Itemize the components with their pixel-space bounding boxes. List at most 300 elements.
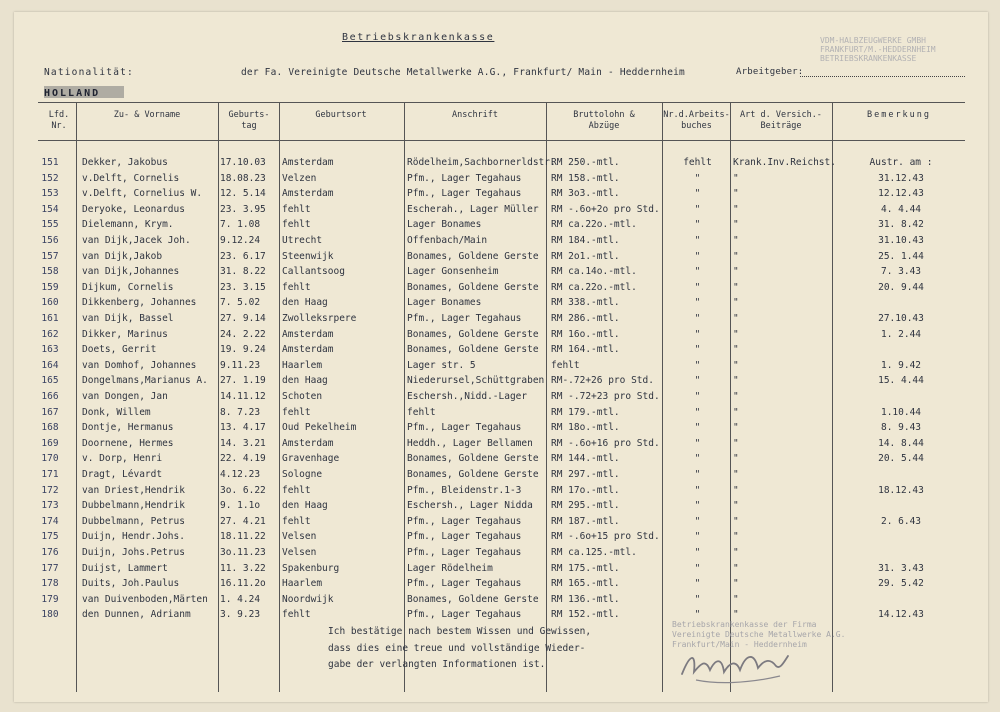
row-workbook-nr: "	[694, 562, 701, 574]
row-number: 151	[41, 157, 59, 168]
row-insurance: "	[733, 266, 739, 278]
row-birthplace: Noordwijk	[282, 593, 334, 605]
row-birthplace: fehlt	[282, 406, 311, 418]
row-name: van Domhof, Johannes	[82, 359, 197, 371]
row-birthdate: 3o. 6.22	[220, 484, 266, 496]
row-workbook-nr: "	[694, 266, 701, 278]
declaration	[328, 624, 591, 674]
row-address: Offenbach/Main	[407, 235, 488, 246]
row-number: 157	[41, 250, 59, 262]
row-birthplace: Velzen	[282, 172, 317, 184]
row-birthplace: Amsterdam	[282, 344, 334, 356]
row-wage: RM 2o1.-mtl.	[551, 250, 620, 262]
row-number: 162	[41, 328, 59, 340]
header-line: Anschrift	[451, 110, 499, 120]
row-workbook-nr: "	[694, 313, 701, 324]
row-remark: 20. 9.44	[878, 281, 924, 293]
row-birthdate: 22. 4.19	[220, 453, 266, 465]
table-row	[0, 297, 1000, 313]
row-name: Dielemann, Krym.	[82, 219, 174, 231]
row-number: 170	[41, 453, 59, 465]
row-address: Bonames, Goldene Gerste	[407, 250, 539, 262]
table-row	[0, 531, 1000, 547]
row-address: Bonames, Goldene Gerste	[407, 593, 539, 605]
row-address: Pfm., Lager Tegahaus	[407, 188, 522, 200]
row-address: Bonames, Goldene Gerste	[407, 469, 539, 480]
row-name: Doets, Gerrit	[82, 344, 157, 356]
row-wage: RM 179.-mtl.	[551, 406, 620, 418]
row-birthplace: Gravenhage	[282, 453, 340, 465]
row-workbook-nr: "	[694, 391, 701, 402]
table-row	[0, 266, 1000, 282]
row-name: v. Dorp, Henri	[82, 453, 163, 465]
header-line: buches	[681, 121, 712, 131]
row-wage: RM 297.-mtl.	[551, 469, 620, 480]
row-workbook-nr: "	[694, 188, 701, 200]
table-row	[0, 204, 1000, 220]
row-insurance: "	[733, 422, 739, 434]
row-name: v.Delft, Cornelis	[82, 172, 180, 184]
row-workbook-nr: "	[694, 203, 701, 215]
row-remark: 31. 3.43	[878, 562, 924, 574]
row-address: Pfm., Lager Tegahaus	[407, 172, 522, 184]
row-address: Pfm., Lager Tegahaus	[407, 531, 522, 543]
row-number: 158	[41, 266, 59, 278]
table-row	[0, 360, 1000, 376]
row-number: 159	[41, 281, 59, 293]
row-name: van Dijk,Jakob	[82, 250, 163, 262]
row-name: Dikker, Marinus	[82, 328, 168, 340]
row-name: Duijn, Johs.Petrus	[82, 547, 185, 558]
row-insurance: "	[733, 235, 739, 246]
row-wage: RM 165.-mtl.	[551, 578, 620, 590]
row-address: Pfm., Lager Tegahaus	[407, 578, 522, 590]
row-birthdate: 8. 7.23	[220, 406, 261, 418]
row-wage: RM ca.14o.-mtl.	[551, 266, 637, 278]
table-row	[0, 157, 1000, 173]
row-remark: 25. 1.44	[878, 250, 924, 262]
row-address: Pfm., Bleidenstr.1-3	[407, 484, 522, 496]
row-name: Dekker, Jakobus	[82, 157, 168, 168]
row-wage: RM 16o.-mtl.	[551, 328, 620, 340]
row-wage: RM 152.-mtl.	[551, 609, 620, 621]
table-row	[0, 516, 1000, 532]
row-number: 174	[41, 515, 59, 527]
row-remark: 14.12.43	[878, 609, 924, 621]
row-workbook-nr: "	[694, 297, 701, 309]
row-birthdate: 18.08.23	[220, 172, 266, 184]
row-birthdate: 7. 1.08	[220, 219, 261, 231]
table-row	[0, 407, 1000, 423]
header-insurance	[731, 110, 831, 132]
row-birthplace: Amsterdam	[282, 328, 334, 340]
row-name: Duijst, Lammert	[82, 562, 168, 574]
table-row	[0, 469, 1000, 485]
row-birthdate: 17.10.03	[220, 157, 266, 168]
header-line: Nr.	[51, 121, 67, 131]
row-birthplace: fehlt	[282, 609, 311, 621]
row-workbook-nr: "	[694, 219, 701, 231]
row-workbook-nr: "	[694, 578, 701, 590]
row-remark: 8. 9.43	[880, 422, 922, 434]
row-wage: RM 295.-mtl.	[551, 500, 620, 512]
row-remark: 14. 8.44	[878, 437, 924, 449]
header-address	[406, 110, 544, 121]
stamp-line: VDM-HALBZEUGWERKE GMBH	[820, 36, 926, 45]
row-name: Dijkum, Cornelis	[82, 281, 174, 293]
row-workbook-nr: "	[694, 328, 701, 340]
row-insurance: "	[733, 219, 739, 231]
header-line: Zu- & Vorname	[113, 110, 181, 120]
row-wage: RM -.72+23 pro Std.	[551, 391, 660, 402]
row-wage: RM 136.-mtl.	[551, 593, 620, 605]
header-line: Nr.d.Arbeits-	[663, 110, 730, 120]
table-row	[0, 329, 1000, 345]
row-remark: 20. 5.44	[878, 453, 924, 465]
row-wage: RM 158.-mtl.	[551, 172, 620, 184]
row-remark: 12.12.43	[878, 188, 924, 200]
row-address: fehlt	[407, 406, 436, 418]
row-wage: RM -.6o+15 pro Std.	[551, 531, 660, 543]
row-birthdate: 9. 1.1o	[220, 500, 261, 512]
declaration-line: dass dies eine treue und vollständige Wieder-	[328, 642, 586, 654]
row-name: Dubbelmann, Petrus	[82, 515, 185, 527]
row-wage: RM 144.-mtl.	[551, 453, 620, 465]
row-wage: RM ca.22o.-mtl.	[551, 281, 637, 293]
row-number: 178	[41, 578, 59, 590]
table-row	[0, 173, 1000, 189]
row-remark: 7. 3.43	[880, 266, 922, 278]
row-birthdate: 23. 3.15	[220, 281, 266, 293]
row-birthplace: fehlt	[282, 203, 311, 215]
table-row	[0, 453, 1000, 469]
row-insurance: "	[733, 359, 739, 371]
row-insurance: "	[733, 344, 739, 356]
row-birthplace: Callantsoog	[282, 266, 345, 278]
row-number: 164	[41, 359, 59, 371]
row-workbook-nr: "	[694, 531, 701, 543]
row-wage: RM ca.22o.-mtl.	[551, 219, 637, 231]
row-workbook-nr: "	[694, 281, 701, 293]
row-address: Pfm., Lager Tegahaus	[407, 422, 522, 434]
header-line: Art d. Versich.-	[740, 110, 822, 120]
row-remark: 18.12.43	[878, 484, 924, 496]
row-name: Dubbelmann,Hendrik	[82, 500, 185, 512]
table-row	[0, 282, 1000, 298]
row-remark: 31.12.43	[878, 172, 924, 184]
row-insurance: "	[733, 328, 739, 340]
row-address: Eschersh.,Nidd.-Lager	[407, 391, 528, 402]
row-wage: RM ca.125.-mtl.	[551, 547, 637, 558]
row-birthdate: 18.11.22	[220, 531, 266, 543]
header-birthdate	[220, 110, 278, 132]
row-insurance: Krank.Inv.Reichst.	[733, 157, 836, 168]
row-address: Bonames, Goldene Gerste	[407, 344, 539, 356]
row-number: 160	[41, 297, 59, 309]
row-birthplace: Amsterdam	[282, 157, 334, 168]
row-insurance: "	[733, 203, 739, 215]
row-name: Dragt, Lévardt	[82, 469, 163, 480]
row-address: Pfm., Lager Tegahaus	[407, 515, 522, 527]
row-number: 171	[41, 469, 59, 480]
row-number: 152	[41, 172, 59, 184]
row-birthplace: den Haag	[282, 500, 328, 512]
row-birthdate: 27. 4.21	[220, 515, 266, 527]
row-insurance: "	[733, 375, 739, 387]
row-birthdate: 7. 5.02	[220, 297, 261, 309]
row-birthdate: 3o.11.23	[220, 547, 266, 558]
row-address: Lager Bonames	[407, 297, 482, 309]
row-wage: RM 175.-mtl.	[551, 562, 620, 574]
row-birthdate: 24. 2.22	[220, 328, 266, 340]
row-workbook-nr: "	[694, 609, 701, 621]
row-wage: RM -.6o+2o pro Std.	[551, 203, 660, 215]
header-birthplace	[281, 110, 401, 121]
row-address: Heddh., Lager Bellamen	[407, 437, 533, 449]
header-line: Beiträge	[760, 121, 802, 131]
firm-name: der Fa. Vereinigte Deutsche Metallwerke A.G., Frankfurt/ Main - Heddernheim	[241, 67, 685, 78]
row-workbook-nr: "	[694, 500, 701, 512]
stamp-line: FRANKFURT/M.-HEDDERNHEIM	[820, 45, 936, 54]
row-name: Deryoke, Leonardus	[82, 203, 185, 215]
row-birthdate: 27. 1.19	[220, 375, 266, 387]
row-name: Duits, Joh.Paulus	[82, 578, 180, 590]
row-workbook-nr: "	[694, 593, 701, 605]
row-birthdate: 27. 9.14	[220, 313, 266, 324]
row-wage: RM -.6o+16 pro Std.	[551, 437, 660, 449]
row-name: van Dijk,Johannes	[82, 266, 180, 278]
table-row	[0, 375, 1000, 391]
row-birthdate: 12. 5.14	[220, 188, 266, 200]
row-remark: 1. 2.44	[880, 328, 922, 340]
row-remark: 1. 9.42	[880, 359, 922, 371]
row-address: Bonames, Goldene Gerste	[407, 281, 539, 293]
row-wage: RM 250.-mtl.	[551, 157, 620, 168]
row-wage: RM 286.-mtl.	[551, 313, 620, 324]
row-remark: Austr. am :	[869, 157, 933, 168]
row-name: van Driest,Hendrik	[82, 484, 185, 496]
table-row	[0, 547, 1000, 563]
row-birthplace: fehlt	[282, 219, 311, 231]
row-birthplace: fehlt	[282, 515, 311, 527]
row-name: Dikkenberg, Johannes	[82, 297, 197, 309]
declaration-line: gabe der verlangten Informationen ist.	[328, 659, 546, 670]
row-birthdate: 9.11.23	[220, 359, 261, 371]
row-birthplace: Sologne	[282, 469, 323, 480]
table-row	[0, 438, 1000, 454]
row-name: van Duivenboden,Märten	[82, 593, 208, 605]
row-remark: 31.10.43	[878, 235, 924, 246]
nationality-value: HOLLAND	[44, 88, 101, 99]
row-name: van Dijk, Bassel	[82, 313, 174, 324]
row-birthdate: 1. 4.24	[220, 593, 261, 605]
row-number: 177	[41, 562, 59, 574]
row-insurance: "	[733, 281, 739, 293]
row-birthdate: 9.12.24	[220, 235, 261, 246]
header-line: Lfd.	[48, 110, 70, 120]
row-address: Bonames, Goldene Gerste	[407, 328, 539, 340]
row-number: 179	[41, 593, 59, 605]
row-remark: 27.10.43	[878, 313, 924, 324]
row-workbook-nr: "	[694, 375, 701, 387]
row-insurance: "	[733, 484, 739, 496]
row-workbook-nr: "	[694, 437, 701, 449]
table-row	[0, 609, 1000, 625]
header-workbook-nr	[663, 110, 730, 132]
row-birthplace: fehlt	[282, 281, 311, 293]
row-birthplace: Utrecht	[282, 235, 323, 246]
header-line: Bruttolohn &	[573, 110, 635, 120]
row-workbook-nr: "	[694, 422, 701, 434]
row-number: 153	[41, 188, 59, 200]
row-name: Dontje, Hermanus	[82, 422, 174, 434]
row-number: 161	[41, 313, 59, 324]
row-insurance: "	[733, 578, 739, 590]
declaration-line: Ich bestätige nach bestem Wissen und Gewissen,	[328, 626, 592, 637]
row-insurance: "	[733, 531, 739, 543]
header-line: tag	[241, 121, 257, 131]
row-name: Duijn, Hendr.Johs.	[82, 531, 185, 543]
row-number: 165	[41, 375, 59, 387]
row-number: 156	[41, 235, 59, 246]
header-nr	[44, 110, 74, 132]
row-name: den Dunnen, Adrianm	[82, 609, 191, 621]
table-row	[0, 391, 1000, 407]
table-row	[0, 500, 1000, 516]
row-insurance: "	[733, 562, 739, 574]
row-birthplace: Haarlem	[282, 578, 323, 590]
stamp-line: Frankfurt/Main - Heddernheim	[672, 640, 807, 649]
handwritten-signature	[676, 640, 796, 690]
row-wage: RM 18o.-mtl.	[551, 422, 620, 434]
row-address: Niederursel,Schüttgraben	[407, 375, 545, 387]
row-workbook-nr: "	[694, 515, 701, 527]
row-insurance: "	[733, 547, 739, 558]
company-stamp-top	[820, 36, 936, 63]
table-row	[0, 485, 1000, 501]
row-wage: RM 164.-mtl.	[551, 344, 620, 356]
row-wage: RM 338.-mtl.	[551, 297, 620, 309]
row-name: Dongelmans,Marianus A.	[82, 375, 208, 387]
row-insurance: "	[733, 406, 739, 418]
row-address: Rödelheim,Sachbornerldstr.	[407, 157, 556, 168]
row-workbook-nr: "	[694, 344, 701, 356]
row-number: 167	[41, 406, 59, 418]
row-number: 155	[41, 219, 59, 231]
row-insurance: "	[733, 515, 739, 527]
table-row	[0, 578, 1000, 594]
row-number: 154	[41, 203, 59, 215]
row-address: Pfm., Lager Tegahaus	[407, 547, 522, 558]
row-workbook-nr: "	[694, 453, 701, 465]
row-insurance: "	[733, 250, 739, 262]
row-insurance: "	[733, 500, 739, 512]
row-birthplace: Velsen	[282, 531, 317, 543]
row-birthdate: 31. 8.22	[220, 266, 266, 278]
row-insurance: "	[733, 593, 739, 605]
row-number: 168	[41, 422, 59, 434]
row-workbook-nr: "	[694, 235, 701, 246]
row-workbook-nr: fehlt	[683, 157, 712, 168]
nationality-label: Nationalität:	[44, 67, 134, 78]
row-name: Donk, Willem	[82, 406, 151, 418]
table-row	[0, 313, 1000, 329]
header-name	[82, 110, 212, 121]
row-address: Lager Bonames	[407, 219, 482, 231]
row-insurance: "	[733, 172, 739, 184]
row-address: Lager str. 5	[407, 359, 476, 371]
row-insurance: "	[733, 188, 739, 200]
table-row	[0, 344, 1000, 360]
row-address: Bonames, Goldene Gerste	[407, 453, 539, 465]
row-birthplace: Schoten	[282, 391, 323, 402]
row-wage: RM-.72+26 pro Std.	[551, 375, 654, 387]
stamp-line: Vereinigte Deutsche Metallwerke A.G.	[672, 630, 846, 639]
row-birthdate: 14.11.12	[220, 391, 266, 402]
table-row	[0, 563, 1000, 579]
row-birthdate: 4.12.23	[220, 469, 261, 480]
row-remark: 1.10.44	[880, 406, 922, 418]
row-wage: RM 187.-mtl.	[551, 515, 620, 527]
row-wage: RM 3o3.-mtl.	[551, 188, 620, 200]
row-birthplace: Amsterdam	[282, 437, 334, 449]
row-wage: RM 17o.-mtl.	[551, 484, 620, 496]
row-name: van Dijk,Jacek Joh.	[82, 235, 191, 246]
row-birthplace: Amsterdam	[282, 188, 334, 200]
row-number: 175	[41, 531, 59, 543]
row-birthplace: Velsen	[282, 547, 317, 558]
row-birthdate: 19. 9.24	[220, 344, 266, 356]
row-number: 169	[41, 437, 59, 449]
row-number: 176	[41, 547, 59, 558]
row-workbook-nr: "	[694, 484, 701, 496]
row-number: 166	[41, 391, 59, 402]
table-row	[0, 219, 1000, 235]
row-workbook-nr: "	[694, 172, 701, 184]
row-name: Doornene, Hermes	[82, 437, 174, 449]
row-insurance: "	[733, 297, 739, 309]
row-birthplace: Steenwijk	[282, 250, 334, 262]
row-workbook-nr: "	[694, 359, 701, 371]
table-row	[0, 235, 1000, 251]
table-row	[0, 422, 1000, 438]
row-number: 172	[41, 484, 59, 496]
row-remark: 29. 5.42	[878, 578, 924, 590]
row-name: v.Delft, Cornelius W.	[82, 188, 203, 200]
row-insurance: "	[733, 453, 739, 465]
header-line: Bemerkung	[866, 110, 932, 120]
row-birthdate: 14. 3.21	[220, 437, 266, 449]
row-insurance: "	[733, 391, 739, 402]
employer-label: Arbeitgeber:	[736, 67, 804, 77]
stamp-line: BETRIEBSKRANKENKASSE	[820, 54, 917, 63]
row-birthplace: Zwolleksrpere	[282, 313, 357, 324]
row-wage: RM 184.-mtl.	[551, 235, 620, 246]
row-address: Escherah., Lager Müller	[407, 203, 539, 215]
table-row	[0, 594, 1000, 610]
row-address: Eschersh., Lager Nidda	[407, 500, 533, 512]
row-birthplace: Spakenburg	[282, 562, 340, 574]
row-remark: 31. 8.42	[878, 219, 924, 231]
row-birthdate: 11. 3.22	[220, 562, 266, 574]
row-remark: 4. 4.44	[880, 203, 922, 215]
header-line: Geburtsort	[315, 110, 367, 120]
row-insurance: "	[733, 437, 739, 449]
row-address: Lager Gonsenheim	[407, 266, 499, 278]
row-workbook-nr: "	[694, 547, 701, 558]
row-birthdate: 23. 3.95	[220, 203, 266, 215]
row-birthplace: den Haag	[282, 375, 328, 387]
